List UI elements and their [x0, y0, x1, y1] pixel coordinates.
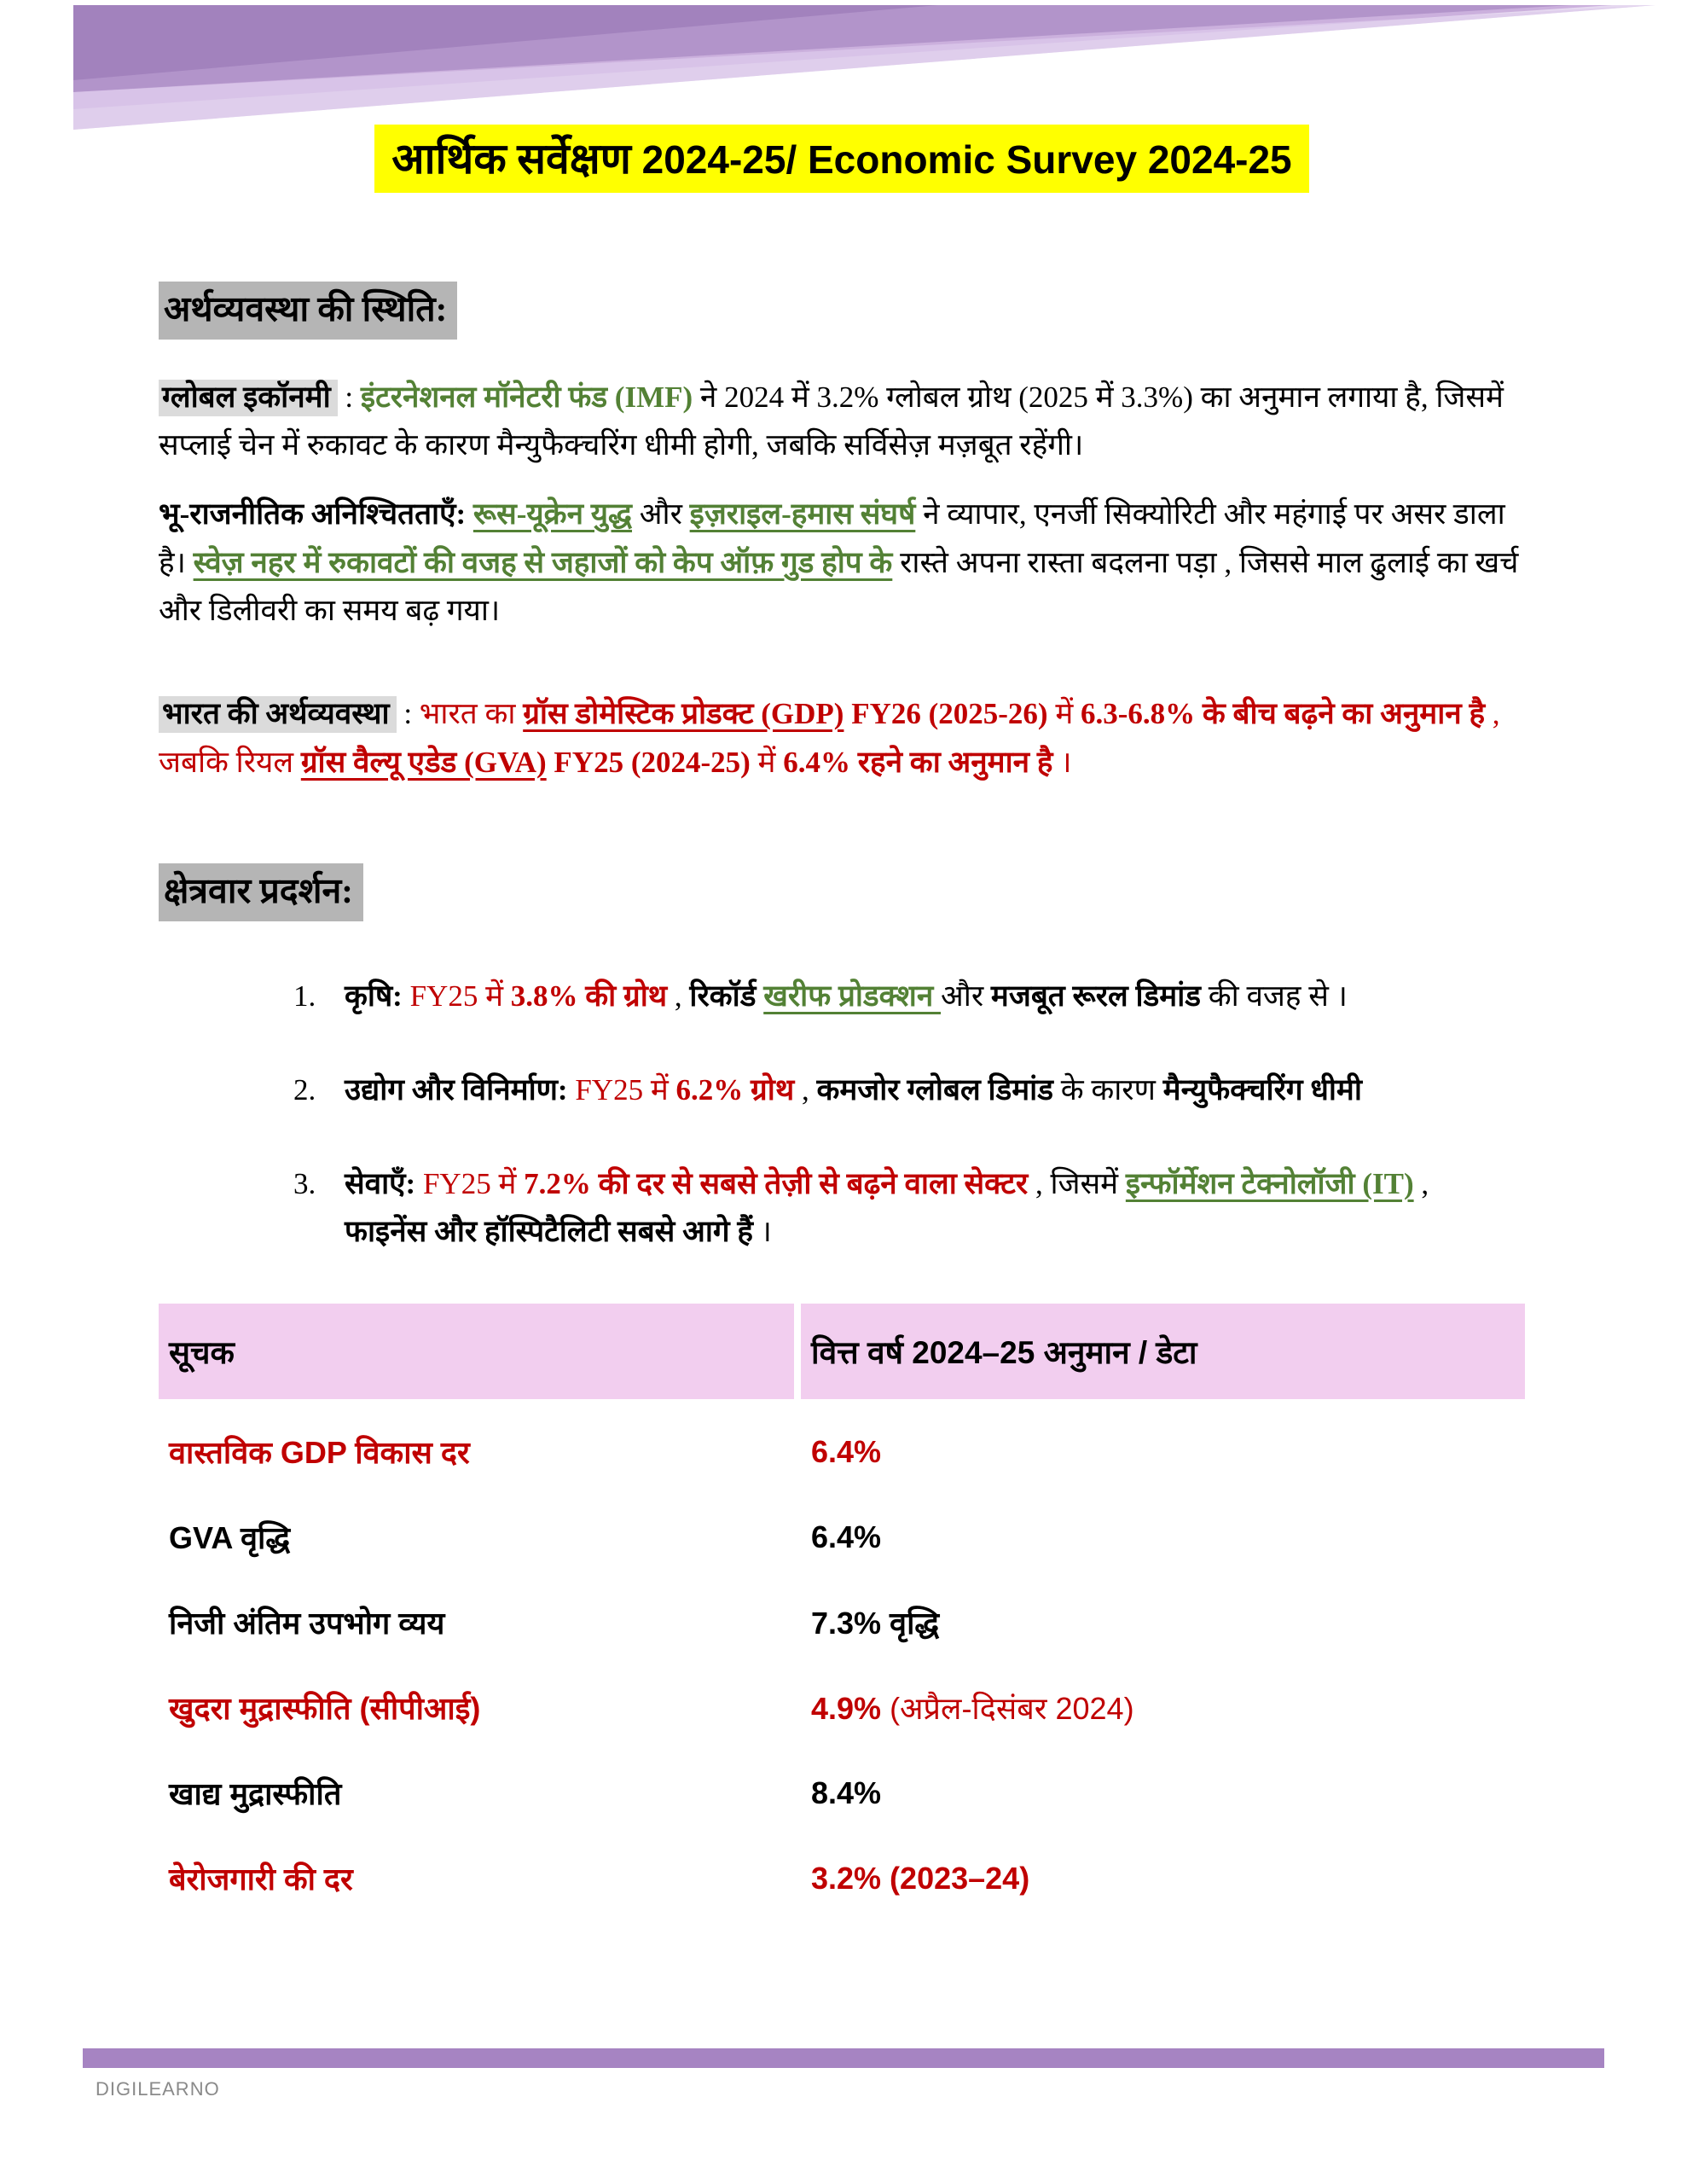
text-segment: ,	[1413, 1166, 1429, 1200]
text-segment: और	[941, 979, 991, 1013]
text-segment: उद्योग और विनिर्माण:	[345, 1072, 576, 1107]
table-row	[159, 1751, 1525, 1836]
section-heading-economy-status: अर्थव्यवस्था की स्थिति:	[159, 282, 457, 340]
link[interactable]: स्वेज़ नहर में रुकावटों की वजह से जहाजों को केप ऑफ़ गुड होप के	[193, 545, 893, 579]
list-item-services	[293, 1160, 1525, 1256]
section-heading-wrap	[159, 282, 1525, 340]
paragraph-geopolitical	[159, 491, 1525, 636]
text-segment: ने 2024 में 3.2% ग्लोबल ग्रोथ (2025 में 3.3%) का अनुमान लगाया है, जिसमें सप्लाई चेन में रुकावट के कारण मैन्युफैक्चरिंग धीमी होगी, जबकि सर्विसेज़ मज़बूत रहेंगी।	[159, 380, 1504, 462]
text-segment: 7.2% की दर से सबसे तेज़ी से बढ़ने वाला सेक्टर	[524, 1166, 1029, 1200]
indicator-cell: खाद्य मुद्रास्फीति	[169, 1776, 342, 1812]
indicator-cell: बेरोजगारी की दर	[169, 1862, 353, 1897]
section-heading-sector-performance: क्षेत्रवार प्रदर्शन:	[159, 863, 363, 921]
table-row	[159, 1495, 1525, 1580]
list-item-text	[345, 1160, 1525, 1256]
list-number: 1.	[293, 979, 316, 1013]
text-segment: भारत का	[419, 696, 524, 730]
text-segment: 3.8% की ग्रोथ	[510, 979, 668, 1013]
title-hindi: आर्थिक सर्वेक्षण	[391, 135, 631, 183]
list-item-industry	[293, 1066, 1525, 1114]
value-cell: 6.4%	[811, 1433, 882, 1469]
list-number: 2.	[293, 1072, 316, 1107]
table-row	[159, 1665, 1525, 1751]
table-header-value: वित्त वर्ष 2024–25 अनुमान / डेटा	[801, 1304, 1525, 1399]
title-row	[159, 125, 1525, 193]
indicators-table	[159, 1304, 1525, 1921]
paragraph-global-economy	[159, 374, 1525, 470]
text-segment: रास्ते अपना रास्ता बदलना पड़ा , जिससे माल ढुलाई का खर्च और डिलीवरी का समय बढ़ गया।	[159, 545, 1519, 628]
link[interactable]: इज़राइल-हमास संघर्ष	[689, 497, 916, 531]
list-number: 3.	[293, 1166, 316, 1200]
link[interactable]: रूस-यूक्रेन युद्ध	[472, 497, 633, 531]
text-segment: में	[750, 745, 784, 779]
text-segment: की वजह से ।	[1201, 979, 1348, 1013]
sector-list	[159, 973, 1525, 1256]
table-header-row	[159, 1304, 1525, 1399]
text-segment: ,	[667, 979, 690, 1013]
link[interactable]: इंटरनेशनल मॉनेटरी फंड (IMF)	[360, 380, 693, 414]
text-segment: 6.2% ग्रोथ	[675, 1072, 795, 1107]
text-segment: में	[1047, 696, 1081, 730]
table-row	[159, 1580, 1525, 1665]
text-segment: ।	[1052, 745, 1072, 779]
text-segment: :	[396, 696, 420, 730]
indicator-cell: GVA वृद्धि	[169, 1520, 291, 1556]
table-row	[159, 1409, 1525, 1495]
title-english: 2024-25/ Economic Survey 2024-25	[630, 137, 1292, 182]
text-segment: ग्रॉस डोमेस्टिक प्रोडक्ट (GDP)	[523, 696, 844, 730]
text-segment: FY25 में	[575, 1072, 676, 1107]
section-heading-wrap	[159, 863, 1525, 921]
text-segment: सेवाएँ:	[345, 1166, 423, 1200]
paragraph-india-economy	[159, 690, 1525, 787]
text-segment: FY25 (2024-25)	[546, 745, 751, 779]
value-cell: 3.2% (2023–24)	[811, 1860, 1030, 1896]
text-segment: ग्लोबल इकॉनमी	[159, 380, 338, 416]
table-body	[159, 1409, 1525, 1921]
text-segment: भारत की अर्थव्यवस्था	[159, 696, 397, 733]
table-header-indicator: सूचक	[159, 1304, 794, 1399]
value-cell: 6.4%	[811, 1519, 882, 1554]
text-segment: ग्रॉस वैल्यू एडेड (GVA)	[300, 745, 547, 779]
text-segment: ,	[794, 1072, 817, 1107]
link[interactable]: खरीफ प्रोडक्शन	[763, 979, 942, 1013]
indicator-cell: निजी अंतिम उपभोग व्यय	[169, 1606, 445, 1641]
text-segment: मजबूत रूरल डिमांड	[990, 979, 1202, 1013]
footer-divider-bar	[83, 2048, 1604, 2068]
text-segment: :	[337, 380, 361, 414]
page-title	[374, 125, 1308, 193]
table-row	[159, 1836, 1525, 1921]
text-segment: कमजोर ग्लोबल डिमांड	[816, 1072, 1053, 1107]
text-segment: के कारण	[1052, 1072, 1163, 1107]
text-segment: और	[632, 497, 690, 531]
text-segment: ने व्यापार, एनर्जी सिक्योरिटी और महंगाई पर असर डाला है।	[159, 497, 1505, 579]
indicator-cell: खुदरा मुद्रास्फीति (सीपीआई)	[169, 1691, 481, 1727]
text-segment: 6.3-6.8% के बीच बढ़ने का अनुमान है	[1081, 696, 1486, 730]
value-cell: 7.3% वृद्धि	[811, 1606, 940, 1641]
text-segment: FY25 में	[422, 1166, 525, 1200]
list-item-agriculture	[293, 973, 1525, 1020]
text-segment: FY26 (2025-26)	[844, 696, 1048, 730]
list-item-text	[345, 1066, 1525, 1114]
indicator-cell: वास्तविक GDP विकास दर	[169, 1435, 470, 1471]
text-segment: भू-राजनीतिक अनिश्चितताएँ:	[159, 497, 473, 531]
text-segment: FY25 में	[409, 979, 511, 1013]
text-segment: कृषि:	[345, 979, 410, 1013]
text-segment: ।	[752, 1214, 772, 1248]
link[interactable]: इन्फॉर्मेशन टेक्नोलॉजी (IT)	[1125, 1166, 1414, 1200]
text-segment: 6.4% रहने का अनुमान है	[783, 745, 1053, 779]
value-cell: 8.4%	[811, 1774, 882, 1810]
list-item-text	[345, 973, 1525, 1020]
text-segment: , जिसमें	[1028, 1166, 1126, 1200]
text-segment: रिकॉर्ड	[689, 979, 764, 1013]
footer-brand: DIGILEARNO	[96, 2078, 220, 2100]
text-segment: मैन्युफैक्चरिंग धीमी	[1162, 1072, 1362, 1107]
value-cell: 4.9% (अप्रैल-दिसंबर 2024)	[811, 1691, 1134, 1727]
text-segment: फाइनेंस और हॉस्पिटैलिटी सबसे आगे हैं	[345, 1214, 753, 1248]
text-segment: , जबकि रियल	[159, 696, 1500, 779]
